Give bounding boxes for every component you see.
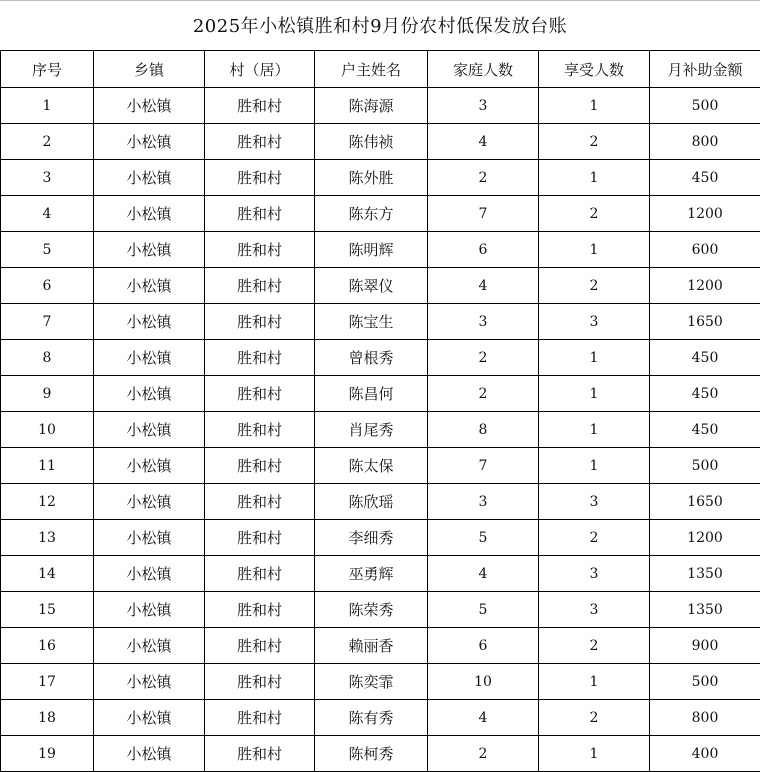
cell-family-size: 6 <box>428 628 539 664</box>
cell-village: 胜和村 <box>205 520 315 556</box>
cell-family-size: 4 <box>428 124 539 160</box>
cell-monthly-amount: 450 <box>650 412 760 448</box>
cell-householder-name: 陈柯秀 <box>315 736 428 772</box>
cell-town: 小松镇 <box>94 700 205 736</box>
cell-town: 小松镇 <box>94 340 205 376</box>
cell-serial-number: 15 <box>1 592 94 628</box>
column-header-beneficiaries: 享受人数 <box>539 51 650 88</box>
cell-village: 胜和村 <box>205 160 315 196</box>
table-row <box>1 340 760 376</box>
cell-family-size: 3 <box>428 88 539 124</box>
cell-serial-number: 10 <box>1 412 94 448</box>
cell-family-size: 7 <box>428 196 539 232</box>
table-row <box>1 160 760 196</box>
cell-monthly-amount: 400 <box>650 736 760 772</box>
cell-serial-number: 5 <box>1 232 94 268</box>
cell-family-size: 2 <box>428 736 539 772</box>
cell-town: 小松镇 <box>94 736 205 772</box>
cell-serial-number: 11 <box>1 448 94 484</box>
cell-monthly-amount: 500 <box>650 664 760 700</box>
cell-town: 小松镇 <box>94 412 205 448</box>
cell-serial-number: 6 <box>1 268 94 304</box>
cell-family-size: 10 <box>428 664 539 700</box>
cell-monthly-amount: 450 <box>650 376 760 412</box>
table-row <box>1 88 760 124</box>
cell-householder-name: 陈太保 <box>315 448 428 484</box>
cell-village: 胜和村 <box>205 700 315 736</box>
cell-village: 胜和村 <box>205 736 315 772</box>
cell-village: 胜和村 <box>205 412 315 448</box>
cell-family-size: 6 <box>428 232 539 268</box>
cell-beneficiaries: 2 <box>539 700 650 736</box>
cell-householder-name: 陈海源 <box>315 88 428 124</box>
column-header-monthly-amount: 月补助金额 <box>650 51 760 88</box>
cell-village: 胜和村 <box>205 592 315 628</box>
cell-beneficiaries: 1 <box>539 376 650 412</box>
cell-householder-name: 陈奕霏 <box>315 664 428 700</box>
cell-family-size: 7 <box>428 448 539 484</box>
cell-monthly-amount: 1200 <box>650 520 760 556</box>
table-row <box>1 484 760 520</box>
cell-beneficiaries: 2 <box>539 196 650 232</box>
cell-town: 小松镇 <box>94 448 205 484</box>
cell-town: 小松镇 <box>94 196 205 232</box>
cell-beneficiaries: 2 <box>539 520 650 556</box>
cell-monthly-amount: 800 <box>650 700 760 736</box>
cell-town: 小松镇 <box>94 160 205 196</box>
cell-family-size: 5 <box>428 520 539 556</box>
header-row <box>1 51 760 88</box>
cell-village: 胜和村 <box>205 88 315 124</box>
table-row <box>1 124 760 160</box>
cell-town: 小松镇 <box>94 232 205 268</box>
cell-village: 胜和村 <box>205 268 315 304</box>
cell-beneficiaries: 1 <box>539 736 650 772</box>
cell-serial-number: 2 <box>1 124 94 160</box>
cell-beneficiaries: 1 <box>539 412 650 448</box>
cell-family-size: 2 <box>428 160 539 196</box>
cell-town: 小松镇 <box>94 664 205 700</box>
cell-monthly-amount: 1350 <box>650 556 760 592</box>
table-row <box>1 520 760 556</box>
cell-beneficiaries: 2 <box>539 268 650 304</box>
cell-serial-number: 12 <box>1 484 94 520</box>
cell-serial-number: 1 <box>1 88 94 124</box>
cell-householder-name: 赖丽香 <box>315 628 428 664</box>
cell-householder-name: 曾根秀 <box>315 340 428 376</box>
table-row <box>1 664 760 700</box>
cell-beneficiaries: 3 <box>539 484 650 520</box>
cell-town: 小松镇 <box>94 484 205 520</box>
cell-family-size: 3 <box>428 484 539 520</box>
cell-village: 胜和村 <box>205 628 315 664</box>
cell-serial-number: 4 <box>1 196 94 232</box>
table-row <box>1 376 760 412</box>
cell-householder-name: 陈有秀 <box>315 700 428 736</box>
cell-householder-name: 陈东方 <box>315 196 428 232</box>
cell-monthly-amount: 1350 <box>650 592 760 628</box>
table-row <box>1 304 760 340</box>
cell-monthly-amount: 800 <box>650 124 760 160</box>
cell-village: 胜和村 <box>205 124 315 160</box>
table-row <box>1 196 760 232</box>
table-body <box>1 88 760 772</box>
cell-town: 小松镇 <box>94 556 205 592</box>
cell-town: 小松镇 <box>94 88 205 124</box>
cell-village: 胜和村 <box>205 376 315 412</box>
column-header-town: 乡镇 <box>94 51 205 88</box>
cell-village: 胜和村 <box>205 484 315 520</box>
cell-village: 胜和村 <box>205 448 315 484</box>
cell-village: 胜和村 <box>205 196 315 232</box>
cell-town: 小松镇 <box>94 376 205 412</box>
cell-monthly-amount: 450 <box>650 340 760 376</box>
cell-family-size: 3 <box>428 304 539 340</box>
cell-beneficiaries: 1 <box>539 664 650 700</box>
cell-monthly-amount: 1650 <box>650 304 760 340</box>
cell-monthly-amount: 1200 <box>650 268 760 304</box>
cell-monthly-amount: 1200 <box>650 196 760 232</box>
cell-householder-name: 肖尾秀 <box>315 412 428 448</box>
cell-beneficiaries: 2 <box>539 628 650 664</box>
column-header-householder-name: 户主姓名 <box>315 51 428 88</box>
cell-monthly-amount: 500 <box>650 88 760 124</box>
cell-beneficiaries: 2 <box>539 124 650 160</box>
cell-town: 小松镇 <box>94 268 205 304</box>
cell-monthly-amount: 500 <box>650 448 760 484</box>
cell-serial-number: 3 <box>1 160 94 196</box>
cell-serial-number: 19 <box>1 736 94 772</box>
table-row <box>1 556 760 592</box>
cell-monthly-amount: 1650 <box>650 484 760 520</box>
allowance-ledger-table <box>0 50 760 772</box>
cell-family-size: 2 <box>428 340 539 376</box>
cell-beneficiaries: 1 <box>539 88 650 124</box>
cell-family-size: 4 <box>428 556 539 592</box>
cell-village: 胜和村 <box>205 304 315 340</box>
cell-serial-number: 17 <box>1 664 94 700</box>
cell-monthly-amount: 900 <box>650 628 760 664</box>
cell-householder-name: 巫勇辉 <box>315 556 428 592</box>
cell-householder-name: 陈欣瑶 <box>315 484 428 520</box>
table-row <box>1 232 760 268</box>
table-row <box>1 628 760 664</box>
cell-beneficiaries: 3 <box>539 592 650 628</box>
table-row <box>1 268 760 304</box>
cell-monthly-amount: 450 <box>650 160 760 196</box>
table-row <box>1 700 760 736</box>
cell-village: 胜和村 <box>205 556 315 592</box>
column-header-family-size: 家庭人数 <box>428 51 539 88</box>
table-row <box>1 592 760 628</box>
cell-beneficiaries: 3 <box>539 556 650 592</box>
cell-town: 小松镇 <box>94 628 205 664</box>
cell-householder-name: 陈伟祯 <box>315 124 428 160</box>
column-header-village: 村（居） <box>205 51 315 88</box>
cell-beneficiaries: 1 <box>539 340 650 376</box>
cell-town: 小松镇 <box>94 520 205 556</box>
cell-serial-number: 7 <box>1 304 94 340</box>
cell-monthly-amount: 600 <box>650 232 760 268</box>
column-header-serial-number: 序号 <box>1 51 94 88</box>
cell-householder-name: 陈昌何 <box>315 376 428 412</box>
cell-householder-name: 李细秀 <box>315 520 428 556</box>
cell-householder-name: 陈外胜 <box>315 160 428 196</box>
cell-family-size: 4 <box>428 700 539 736</box>
cell-householder-name: 陈翠仪 <box>315 268 428 304</box>
cell-householder-name: 陈宝生 <box>315 304 428 340</box>
cell-householder-name: 陈荣秀 <box>315 592 428 628</box>
cell-family-size: 2 <box>428 376 539 412</box>
cell-village: 胜和村 <box>205 340 315 376</box>
cell-village: 胜和村 <box>205 232 315 268</box>
cell-beneficiaries: 1 <box>539 448 650 484</box>
cell-householder-name: 陈明辉 <box>315 232 428 268</box>
cell-beneficiaries: 3 <box>539 304 650 340</box>
table-row <box>1 736 760 772</box>
cell-serial-number: 18 <box>1 700 94 736</box>
cell-family-size: 5 <box>428 592 539 628</box>
cell-family-size: 4 <box>428 268 539 304</box>
cell-village: 胜和村 <box>205 664 315 700</box>
cell-serial-number: 8 <box>1 340 94 376</box>
table-row <box>1 448 760 484</box>
cell-town: 小松镇 <box>94 592 205 628</box>
page-title: 2025年小松镇胜和村9月份农村低保发放台账 <box>0 0 760 50</box>
cell-town: 小松镇 <box>94 304 205 340</box>
cell-town: 小松镇 <box>94 124 205 160</box>
cell-serial-number: 9 <box>1 376 94 412</box>
cell-beneficiaries: 1 <box>539 232 650 268</box>
cell-serial-number: 16 <box>1 628 94 664</box>
cell-serial-number: 13 <box>1 520 94 556</box>
table-row <box>1 412 760 448</box>
cell-family-size: 8 <box>428 412 539 448</box>
cell-beneficiaries: 1 <box>539 160 650 196</box>
cell-serial-number: 14 <box>1 556 94 592</box>
